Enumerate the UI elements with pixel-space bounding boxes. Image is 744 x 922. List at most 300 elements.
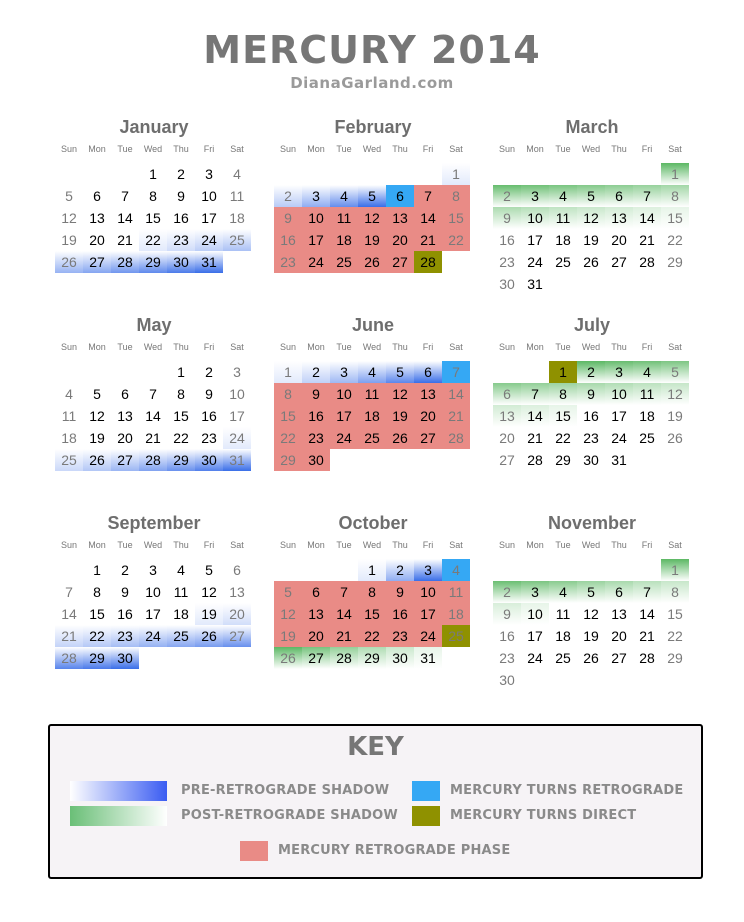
day-cell: 17 (611, 408, 627, 424)
day-cell: 19 (583, 232, 599, 248)
day-cell: 15 (358, 603, 386, 625)
day-cell: 18 (173, 606, 189, 622)
day-cell: 8 (661, 185, 689, 207)
day-cell: 2 (493, 581, 521, 603)
day-cell: 17 (302, 229, 330, 251)
day-cell: 16 (583, 408, 599, 424)
day-cell: 26 (55, 251, 83, 273)
day-cell: 1 (149, 166, 157, 182)
day-cell: 7 (442, 361, 470, 383)
day-cell: 5 (358, 185, 386, 207)
day-cell: 1 (358, 559, 386, 581)
day-cell: 13 (229, 584, 245, 600)
day-cell: 17 (201, 210, 217, 226)
day-cell: 19 (195, 603, 223, 625)
day-cell: 27 (83, 251, 111, 273)
day-cell: 11 (330, 207, 358, 229)
day-cell: 16 (302, 405, 330, 427)
weekday-label: Mon (88, 540, 106, 550)
day-cell: 23 (274, 251, 302, 273)
day-cell: 9 (121, 584, 129, 600)
day-cell: 19 (386, 405, 414, 427)
day-cell: 10 (330, 383, 358, 405)
day-cell: 3 (414, 559, 442, 581)
day-cell: 30 (499, 276, 515, 292)
day-cell: 10 (229, 386, 245, 402)
day-cell: 20 (386, 229, 414, 251)
day-cell: 9 (493, 603, 521, 625)
day-cell: 21 (442, 405, 470, 427)
day-cell: 12 (583, 606, 599, 622)
day-cell: 30 (386, 647, 414, 669)
weekday-label: Sat (230, 144, 244, 154)
day-cell: 3 (302, 185, 330, 207)
day-cell: 9 (274, 207, 302, 229)
day-cell: 5 (65, 188, 73, 204)
pre-shadow-swatch (70, 781, 167, 801)
weekday-label: Wed (362, 540, 382, 550)
day-cell: 13 (611, 606, 627, 622)
weekday-label: Thu (173, 144, 189, 154)
day-cell: 31 (414, 647, 442, 669)
day-cell: 23 (499, 254, 515, 270)
day-cell: 15 (667, 606, 683, 622)
weekday-label: Sat (230, 342, 244, 352)
day-cell: 19 (667, 408, 683, 424)
day-cell: 27 (414, 427, 442, 449)
day-cell: 25 (358, 427, 386, 449)
day-cell: 24 (195, 229, 223, 251)
month-january (55, 117, 253, 297)
weekday-label: Mon (526, 540, 544, 550)
day-cell: 9 (302, 383, 330, 405)
month-october (274, 513, 472, 693)
day-cell: 13 (117, 408, 133, 424)
month-november (493, 513, 691, 693)
day-cell: 31 (611, 452, 627, 468)
weekday-label: Sat (449, 540, 463, 550)
day-cell: 29 (139, 251, 167, 273)
day-cell: 4 (442, 559, 470, 581)
day-cell: 6 (605, 185, 633, 207)
day-cell: 11 (555, 606, 571, 622)
weekday-label: Sat (449, 342, 463, 352)
day-cell: 10 (201, 188, 217, 204)
day-cell: 16 (386, 603, 414, 625)
day-cell: 17 (330, 405, 358, 427)
day-cell: 29 (274, 449, 302, 471)
month-name: May (136, 315, 172, 335)
retrograde-phase-label: MERCURY RETROGRADE PHASE (278, 843, 511, 858)
day-cell: 8 (274, 383, 302, 405)
day-cell: 2 (274, 185, 302, 207)
day-cell: 18 (229, 210, 245, 226)
day-cell: 5 (274, 581, 302, 603)
day-cell: 21 (117, 232, 133, 248)
legend-box (48, 724, 703, 879)
day-cell: 14 (414, 207, 442, 229)
day-cell: 27 (611, 650, 627, 666)
legend-title: KEY (347, 732, 404, 762)
weekday-label: Sun (279, 540, 296, 550)
weekday-label: Sun (60, 342, 77, 352)
weekday-label: Fri (641, 342, 653, 352)
weekday-label: Sat (668, 342, 682, 352)
page-title: MERCURY 2014 (203, 28, 541, 72)
day-cell: 21 (55, 625, 83, 647)
day-cell: 26 (83, 449, 111, 471)
turns-retrograde-label: MERCURY TURNS RETROGRADE (450, 783, 684, 798)
day-cell: 13 (493, 405, 521, 427)
day-cell: 14 (117, 210, 133, 226)
day-cell: 21 (414, 229, 442, 251)
day-cell: 12 (661, 383, 689, 405)
day-cell: 26 (667, 430, 683, 446)
weekday-label: Tue (117, 540, 133, 550)
day-cell: 15 (173, 408, 189, 424)
day-cell: 21 (527, 430, 543, 446)
day-cell: 5 (577, 185, 605, 207)
day-cell: 10 (302, 207, 330, 229)
weekday-label: Fri (641, 540, 653, 550)
day-cell: 23 (201, 430, 217, 446)
day-cell: 15 (549, 405, 577, 427)
day-cell: 18 (555, 628, 571, 644)
day-cell: 4 (330, 185, 358, 207)
weekday-label: Mon (307, 342, 325, 352)
day-cell: 4 (358, 361, 386, 383)
day-cell: 18 (555, 232, 571, 248)
day-cell: 29 (555, 452, 571, 468)
day-cell: 6 (233, 562, 241, 578)
weekday-label: Wed (581, 342, 601, 352)
weekday-label: Tue (117, 342, 133, 352)
day-cell: 27 (499, 452, 515, 468)
weekday-label: Mon (526, 144, 544, 154)
month-name: March (565, 117, 619, 137)
day-cell: 14 (521, 405, 549, 427)
day-cell: 22 (173, 430, 189, 446)
day-cell: 13 (302, 603, 330, 625)
day-cell: 27 (386, 251, 414, 273)
weekday-label: Sat (449, 144, 463, 154)
day-cell: 18 (358, 405, 386, 427)
day-cell: 25 (639, 430, 655, 446)
day-cell: 6 (93, 188, 101, 204)
day-cell: 24 (223, 427, 251, 449)
weekday-label: Wed (143, 342, 163, 352)
month-july (493, 315, 691, 495)
weekday-label: Mon (526, 342, 544, 352)
day-cell: 25 (555, 254, 571, 270)
month-name: October (338, 513, 408, 533)
day-cell: 20 (223, 603, 251, 625)
turns-direct-swatch (412, 806, 440, 826)
day-cell: 22 (555, 430, 571, 446)
day-cell: 8 (442, 185, 470, 207)
day-cell: 19 (61, 232, 77, 248)
day-cell: 23 (111, 625, 139, 647)
weekday-label: Fri (203, 540, 215, 550)
day-cell: 13 (605, 207, 633, 229)
day-cell: 20 (499, 430, 515, 446)
day-cell: 3 (605, 361, 633, 383)
day-cell: 3 (521, 185, 549, 207)
weekday-label: Thu (611, 540, 627, 550)
weekday-label: Thu (392, 144, 408, 154)
day-cell: 31 (223, 449, 251, 471)
weekday-label: Tue (117, 144, 133, 154)
day-cell: 29 (167, 449, 195, 471)
day-cell: 8 (93, 584, 101, 600)
day-cell: 7 (633, 581, 661, 603)
day-cell: 8 (661, 581, 689, 603)
day-cell: 28 (639, 254, 655, 270)
day-cell: 30 (167, 251, 195, 273)
day-cell: 3 (330, 361, 358, 383)
day-cell: 4 (233, 166, 241, 182)
day-cell: 28 (442, 427, 470, 449)
weekday-label: Fri (422, 342, 434, 352)
day-cell: 24 (611, 430, 627, 446)
day-cell: 22 (667, 628, 683, 644)
turns-retrograde-swatch (412, 781, 440, 801)
weekday-label: Sun (60, 540, 77, 550)
day-cell: 9 (577, 383, 605, 405)
day-cell: 18 (330, 229, 358, 251)
day-cell: 19 (358, 229, 386, 251)
day-cell: 7 (65, 584, 73, 600)
day-cell: 5 (661, 361, 689, 383)
day-cell: 27 (223, 625, 251, 647)
day-cell: 26 (386, 427, 414, 449)
weekday-label: Thu (611, 144, 627, 154)
day-cell: 7 (121, 188, 129, 204)
weekday-label: Thu (392, 540, 408, 550)
day-cell: 6 (302, 581, 330, 603)
day-cell: 16 (117, 606, 133, 622)
day-cell: 4 (177, 562, 185, 578)
day-cell: 9 (493, 207, 521, 229)
weekday-label: Thu (611, 342, 627, 352)
weekday-label: Fri (422, 144, 434, 154)
day-cell: 14 (442, 383, 470, 405)
month-september (55, 513, 253, 693)
day-cell: 20 (302, 625, 330, 647)
day-cell: 11 (442, 581, 470, 603)
day-cell: 30 (195, 449, 223, 471)
day-cell: 5 (93, 386, 101, 402)
day-cell: 17 (414, 603, 442, 625)
weekday-label: Sun (498, 144, 515, 154)
day-cell: 3 (149, 562, 157, 578)
day-cell: 3 (521, 581, 549, 603)
weekday-label: Tue (336, 540, 352, 550)
day-cell: 29 (83, 647, 111, 669)
day-cell: 11 (229, 188, 245, 204)
day-cell: 21 (639, 232, 655, 248)
weekday-label: Wed (362, 342, 382, 352)
day-cell: 22 (442, 229, 470, 251)
weekday-label: Sun (498, 540, 515, 550)
day-cell: 27 (611, 254, 627, 270)
weekday-label: Mon (88, 144, 106, 154)
day-cell: 17 (145, 606, 161, 622)
day-cell: 16 (499, 628, 515, 644)
day-cell: 29 (667, 254, 683, 270)
day-cell: 20 (414, 405, 442, 427)
day-cell: 22 (139, 229, 167, 251)
day-cell: 19 (583, 628, 599, 644)
day-cell: 24 (527, 650, 543, 666)
day-cell: 30 (583, 452, 599, 468)
day-cell: 5 (205, 562, 213, 578)
day-cell: 26 (195, 625, 223, 647)
weekday-label: Wed (143, 540, 163, 550)
day-cell: 30 (302, 449, 330, 471)
day-cell: 26 (358, 251, 386, 273)
weekday-label: Sun (279, 144, 296, 154)
day-cell: 31 (527, 276, 543, 292)
day-cell: 29 (358, 647, 386, 669)
day-cell: 12 (89, 408, 105, 424)
day-cell: 4 (65, 386, 73, 402)
turns-direct-label: MERCURY TURNS DIRECT (450, 808, 637, 823)
day-cell: 24 (330, 427, 358, 449)
day-cell: 23 (499, 650, 515, 666)
weekday-label: Wed (143, 144, 163, 154)
day-cell: 28 (111, 251, 139, 273)
day-cell: 14 (639, 606, 655, 622)
day-cell: 1 (93, 562, 101, 578)
day-cell: 15 (442, 207, 470, 229)
day-cell: 23 (302, 427, 330, 449)
day-cell: 1 (177, 364, 185, 380)
day-cell: 7 (149, 386, 157, 402)
day-cell: 11 (358, 383, 386, 405)
weekday-label: Tue (555, 144, 571, 154)
month-name: November (547, 513, 637, 533)
day-cell: 24 (139, 625, 167, 647)
day-cell: 9 (386, 581, 414, 603)
day-cell: 12 (201, 584, 217, 600)
day-cell: 5 (386, 361, 414, 383)
day-cell: 22 (274, 427, 302, 449)
day-cell: 26 (583, 650, 599, 666)
day-cell: 8 (177, 386, 185, 402)
day-cell: 17 (229, 408, 245, 424)
day-cell: 12 (577, 207, 605, 229)
day-cell: 3 (233, 364, 241, 380)
month-may (55, 315, 253, 495)
day-cell: 25 (555, 650, 571, 666)
day-cell: 11 (633, 383, 661, 405)
weekday-label: Thu (173, 342, 189, 352)
weekday-label: Sat (230, 540, 244, 550)
day-cell: 11 (61, 408, 77, 424)
day-cell: 20 (117, 430, 133, 446)
month-name: January (119, 117, 189, 137)
day-cell: 27 (111, 449, 139, 471)
day-cell: 6 (605, 581, 633, 603)
post-shadow-swatch (70, 806, 167, 826)
day-cell: 7 (414, 185, 442, 207)
weekday-label: Fri (203, 342, 215, 352)
day-cell: 12 (61, 210, 77, 226)
day-cell: 24 (302, 251, 330, 273)
weekday-label: Wed (362, 144, 382, 154)
day-cell: 6 (493, 383, 521, 405)
day-cell: 25 (330, 251, 358, 273)
day-cell: 9 (205, 386, 213, 402)
day-cell: 4 (633, 361, 661, 383)
day-cell: 11 (173, 584, 189, 600)
weekday-label: Thu (392, 342, 408, 352)
weekday-label: Sat (668, 144, 682, 154)
day-cell: 2 (302, 361, 330, 383)
day-cell: 30 (499, 672, 515, 688)
day-cell: 21 (145, 430, 161, 446)
day-cell: 15 (145, 210, 161, 226)
day-cell: 16 (201, 408, 217, 424)
day-cell: 30 (111, 647, 139, 669)
day-cell: 7 (330, 581, 358, 603)
day-cell: 16 (173, 210, 189, 226)
day-cell: 10 (145, 584, 161, 600)
weekday-label: Mon (88, 342, 106, 352)
day-cell: 2 (577, 361, 605, 383)
day-cell: 14 (145, 408, 161, 424)
weekday-label: Sun (279, 342, 296, 352)
day-cell: 13 (414, 383, 442, 405)
day-cell: 11 (549, 207, 577, 229)
day-cell: 6 (386, 185, 414, 207)
pre-shadow-label: PRE-RETROGRADE SHADOW (181, 783, 390, 798)
day-cell: 14 (61, 606, 77, 622)
day-cell: 24 (527, 254, 543, 270)
weekday-label: Wed (581, 144, 601, 154)
day-cell: 1 (661, 163, 689, 185)
day-cell: 9 (177, 188, 185, 204)
month-february (274, 117, 472, 297)
day-cell: 26 (274, 647, 302, 669)
day-cell: 22 (358, 625, 386, 647)
day-cell: 6 (414, 361, 442, 383)
day-cell: 8 (358, 581, 386, 603)
weekday-label: Tue (555, 342, 571, 352)
day-cell: 21 (330, 625, 358, 647)
day-cell: 20 (89, 232, 105, 248)
day-cell: 28 (139, 449, 167, 471)
day-cell: 27 (302, 647, 330, 669)
day-cell: 12 (386, 383, 414, 405)
day-cell: 13 (386, 207, 414, 229)
day-cell: 26 (583, 254, 599, 270)
day-cell: 31 (195, 251, 223, 273)
day-cell: 14 (633, 207, 661, 229)
day-cell: 2 (121, 562, 129, 578)
day-cell: 20 (611, 628, 627, 644)
day-cell: 1 (661, 559, 689, 581)
day-cell: 4 (549, 185, 577, 207)
day-cell: 10 (521, 603, 549, 625)
day-cell: 10 (605, 383, 633, 405)
day-cell: 22 (83, 625, 111, 647)
day-cell: 2 (386, 559, 414, 581)
day-cell: 25 (223, 229, 251, 251)
day-cell: 25 (167, 625, 195, 647)
day-cell: 17 (527, 628, 543, 644)
